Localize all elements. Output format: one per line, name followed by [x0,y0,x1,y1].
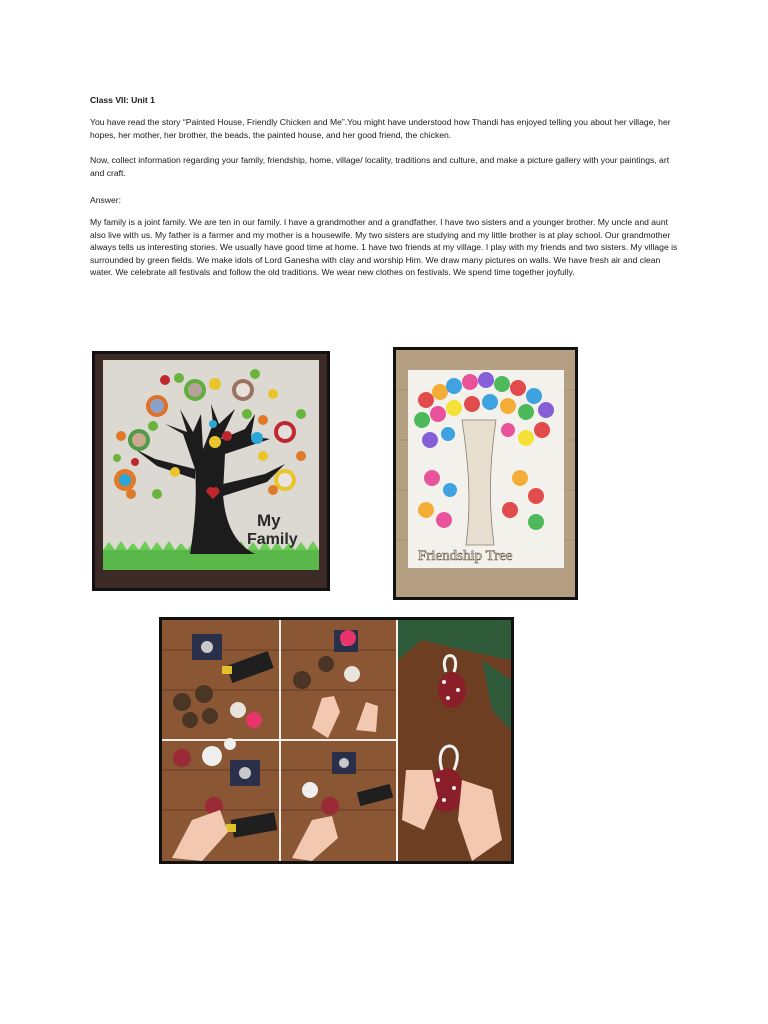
pinecone-craft-collage [159,617,514,864]
answer-paragraph: My family is a joint family. We are ten in our family. I have a grandmother and a grandfather. I have two sisters and a younger brother. My uncle and aunt also live with us. My father is a farmer and my mother is a housewife. My two sisters are studying and my little brother is at play school. Our grandmother always tells us interesting stories. We usually have good time at home. 1 have two friends at my village. I play with my friends and two sisters. My village is surrounded by green fields. We make idols of Lord Ganesha with clay and worship Him. We draw many pictures on walls. We have fresh air and clean water. We celebrate all festivals and follow the old traditions. We wear new clothes on festivals. We spend time together joyfully. [90,217,678,278]
friendship-tree-image [393,347,578,600]
task-paragraph: Now, collect information regarding your family, friendship, home, village/ locality, traditions and culture, and make a picture gallery with your paintings, art and craft. [90,155,670,178]
page-heading: Class VII: Unit 1 [90,95,155,105]
family-tree-image [92,351,330,591]
family-caption-my: My [257,511,281,530]
answer-label: Answer: [90,195,122,205]
intro-paragraph: You have read the story “Painted House, Friendly Chicken and Me”.You might have understood how Thandi has enjoyed telling you about her village, her hopes, her mother, her brother, the beads, the painted house, and her good friend, the chicken. [90,117,671,140]
friendship-caption: Friendship Tree [418,548,513,564]
family-caption-family: Family [247,531,298,548]
